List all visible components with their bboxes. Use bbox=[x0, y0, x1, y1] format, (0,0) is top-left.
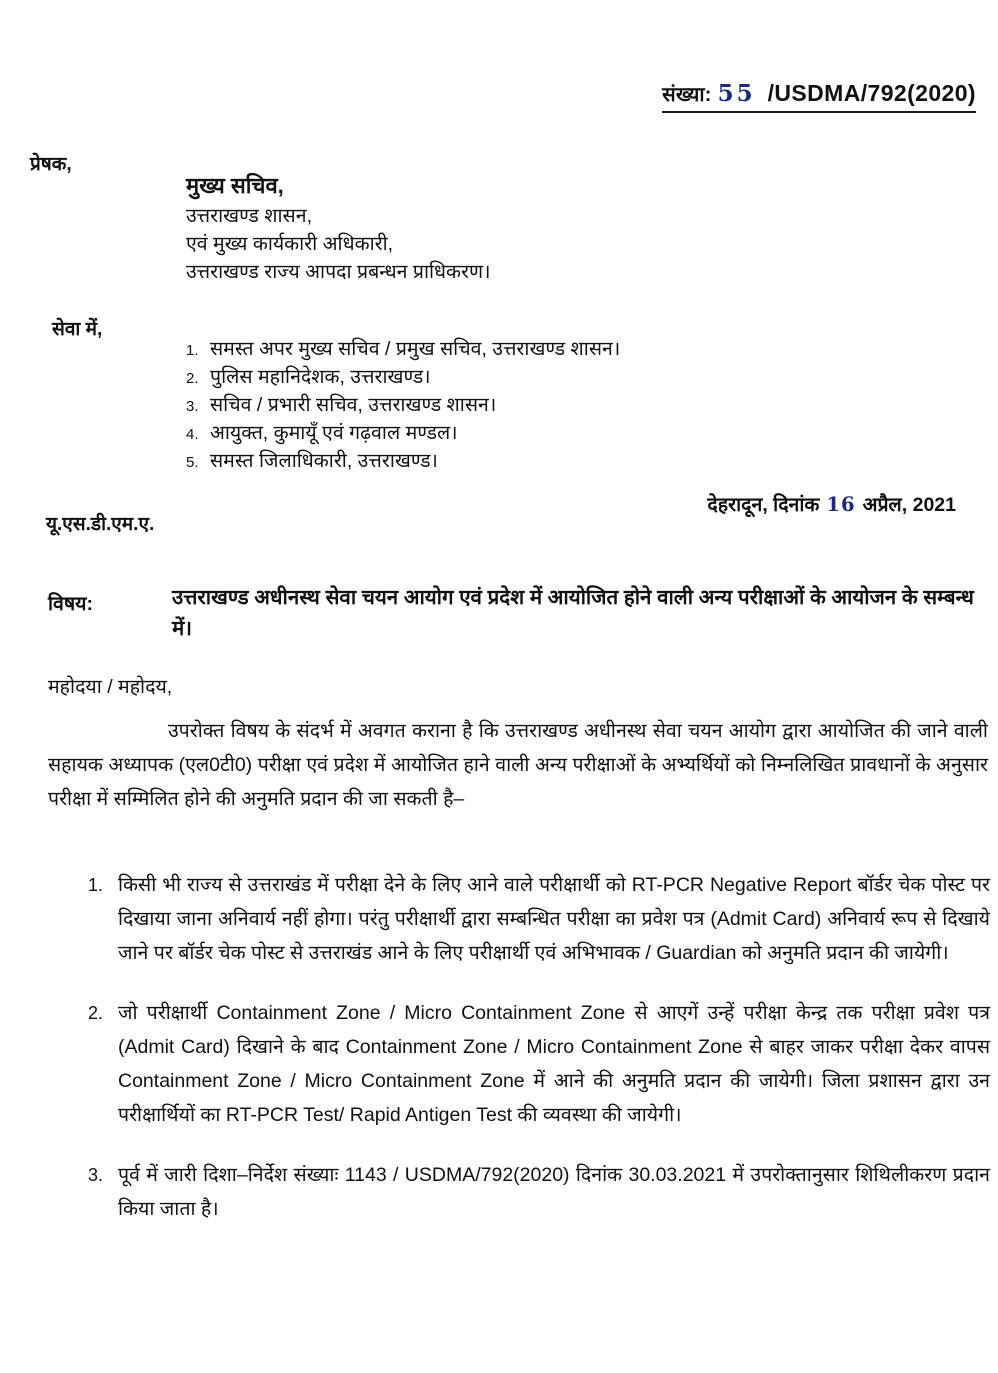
dateline bbox=[707, 490, 956, 517]
recipient-text: समस्त अपर मुख्य सचिव / प्रमुख सचिव, उत्तराखण्ड शासन। bbox=[210, 338, 621, 360]
reference-handwritten-number: 55 bbox=[717, 80, 756, 107]
department-mark: यू.एस.डी.एम.ए. bbox=[46, 514, 155, 535]
subject-label: विषय: bbox=[48, 593, 93, 615]
clause-number: 2. bbox=[88, 1003, 104, 1023]
recipient-text: पुलिस महानिदेशक, उत्तराखण्ड। bbox=[210, 366, 431, 388]
from-line-0: मुख्य सचिव, bbox=[186, 173, 284, 198]
recipient-list bbox=[186, 336, 620, 476]
clause-item bbox=[88, 996, 990, 1132]
opening-paragraph: उपरोक्त विषय के संदर्भ में अवगत कराना है कि उत्तराखण्ड अधीनस्थ सेवा चयन आयोग द्वारा आयोजित की जाने वाली सहायक अध्यापक (एल0टी0) परीक्षा एवं प्रदेश में आयोजित हाने वाली अन्य परीक्षाओं के अभ्यर्थियों को निम्नलिखित प्रावधानों के अनुसार परीक्षा में सम्मिलित होने की अनुमति प्रदान की जा सकती है– bbox=[48, 720, 988, 810]
recipient-text: आयुक्त, कुमायूँ एवं गढ़वाल मण्डल। bbox=[210, 422, 458, 444]
from-block bbox=[186, 172, 490, 286]
recipient-text: सचिव / प्रभारी सचिव, उत्तराखण्ड शासन। bbox=[210, 394, 497, 416]
list-item bbox=[186, 364, 620, 392]
reference-number bbox=[662, 80, 976, 113]
list-item bbox=[186, 420, 620, 448]
from-line-2: एवं मुख्य कार्यकारी अधिकारी, bbox=[186, 233, 394, 255]
from-label: प्रेषक, bbox=[30, 154, 72, 175]
salutation: महोदया / महोदय, bbox=[48, 676, 173, 698]
clause-number: 1. bbox=[88, 875, 104, 895]
dateline-handwritten-day: 16 bbox=[826, 493, 856, 516]
list-item bbox=[186, 336, 620, 364]
recipient-text: समस्त जिलाधिकारी, उत्तराखण्ड। bbox=[210, 450, 438, 472]
list-item bbox=[186, 392, 620, 420]
clause-list bbox=[88, 868, 990, 1252]
list-item bbox=[186, 448, 620, 476]
clause-text: पूर्व में जारी दिशा–निर्देश संख्याः 1143 / USDMA/792(2020) दिनांक 30.03.2021 में उपरोक्तानुसार शिथिलीकरण प्रदान किया जाता है। bbox=[118, 1164, 990, 1220]
recipient-number: 5. bbox=[186, 454, 199, 471]
reference-code: /USDMA/792(2020) bbox=[767, 80, 976, 106]
dateline-rest: अप्रैल, 2021 bbox=[862, 494, 956, 516]
recipient-number: 4. bbox=[186, 426, 199, 443]
subject-text: उत्तराखण्ड अधीनस्थ सेवा चयन आयोग एवं प्रदेश में आयोजित होने वाली अन्य परीक्षाओं के आयोजन के सम्बन्ध में। bbox=[172, 586, 974, 640]
recipient-number: 1. bbox=[186, 342, 199, 359]
from-line-1: उत्तराखण्ड शासन, bbox=[186, 205, 312, 227]
clause-item bbox=[88, 1158, 990, 1226]
clause-text: किसी भी राज्य से उत्तराखंड में परीक्षा देने के लिए आने वाले परीक्षार्थी को RT-PCR Negative Report बॉर्डर चेक पोस्ट पर दिखाया जाना अनिवार्य नहीं होगा। परंतु परीक्षार्थी द्वारा सम्बन्धित परीक्षा का प्रवेश पत्र (Admit Card) अनिवार्य रूप से दिखाये जाने पर बॉर्डर चेक पोस्ट से उत्तराखंड आने के लिए परीक्षार्थी एवं अभिभावक / Guardian को अनुमति प्रदान की जायेगी। bbox=[118, 874, 990, 964]
from-line-3: उत्तराखण्ड राज्य आपदा प्रबन्धन प्राधिकरण। bbox=[186, 261, 491, 283]
to-label: सेवा में, bbox=[52, 319, 103, 340]
recipient-number: 3. bbox=[186, 398, 199, 415]
recipient-number: 2. bbox=[186, 370, 199, 387]
clause-number: 3. bbox=[88, 1165, 104, 1185]
clause-text: जो परीक्षार्थी Containment Zone / Micro Containment Zone से आएगें उन्हें परीक्षा केन्द्र तक परीक्षा प्रवेश पत्र (Admit Card) दिखाने के बाद Containment Zone / Micro Containment Zone से बाहर जाकर परीक्षा देकर वापस Containment Zone / Micro Containment Zone में आने की अनुमति प्रदान की जायेगी। जिला प्रशासन द्वारा उन परीक्षार्थियों का RT-PCR Test/ Rapid Antigen Test की व्यवस्था की जायेगी। bbox=[118, 1002, 990, 1126]
clause-item bbox=[88, 868, 990, 970]
dateline-place: देहरादून, दिनांक bbox=[707, 494, 820, 516]
reference-label: संख्या: bbox=[662, 84, 712, 106]
